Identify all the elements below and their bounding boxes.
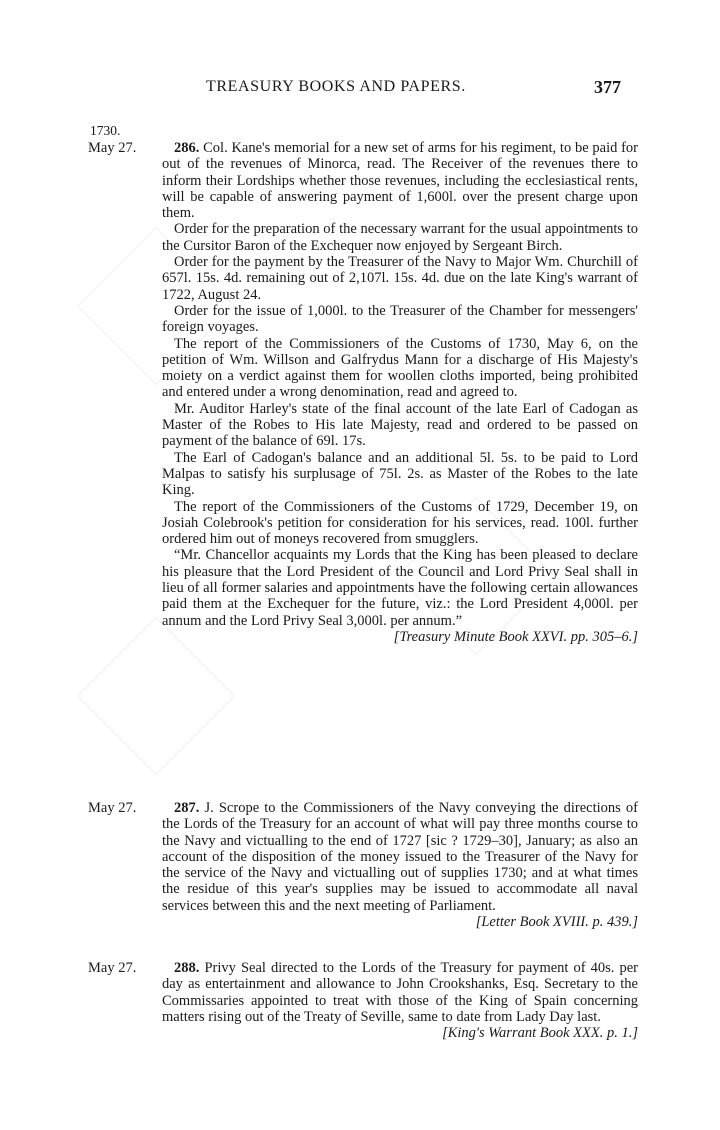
page-header [0, 78, 720, 102]
source-reference: [Letter Book XVIII. p. 439.] [475, 914, 638, 931]
paragraph: Order for the payment by the Treasurer of the Navy to Major Wm. Churchill of 657l. 15s. 4d. remaining out of 2,107l. 15s. 4d. due on the late King's warrant of 1722, August 24. [162, 254, 638, 303]
entry-body [162, 800, 638, 930]
entry-number: 288. [174, 960, 200, 976]
paragraph: Order for the issue of 1,000l. to the Treasurer of the Chamber for messengers' foreign voyages. [162, 302, 638, 336]
paragraph: The report of the Commissioners of the Customs of 1729, December 19, on Josiah Colebrook's petition for consideration for his services, read. 100l. further ordered him out of moneys recovered from smugglers. [162, 498, 638, 548]
year-marginal: 1730. [90, 123, 121, 138]
paragraph: 288. Privy Seal directed to the Lords of the Treasury for payment of 40s. per day as entertainment and allowance to John Crookshanks, Esq. Secretary to the Commissaries appointed to treat with those of the King of Spain concerning matters rising out of the Treaty of Seville, same to date from Lady Day last. [162, 960, 638, 1025]
source-reference: [Treasury Minute Book XXVI. pp. 305–6.] [393, 628, 638, 645]
page-number: 377 [594, 77, 621, 97]
paragraph: Order for the preparation of the necessary warrant for the usual appointments to the Cursitor Baron of the Exchequer now enjoyed by Sergeant Birch. [162, 221, 638, 254]
entry-body [162, 960, 638, 1041]
running-title: TREASURY BOOKS AND PAPERS. [206, 78, 466, 95]
entry-number: 287. [174, 800, 200, 816]
paragraph: “Mr. Chancellor acquaints my Lords that the King has been pleased to declare his pleasure that the Lord President of the Council and Lord Privy Seal shall in lieu of all former salaries and appointments have the following certain allowances paid them at the Exchequer for the future, viz.: the Lord President 4,000l. per annum and the Lord Privy Seal 3,000l. per annum.” [162, 547, 638, 629]
entry-date: May 27. [88, 800, 137, 816]
entry-date: May 27. [88, 960, 137, 976]
entry-number: 286. [174, 140, 200, 156]
paragraph: Mr. Auditor Harley's state of the final account of the late Earl of Cadogan as Master of the Robes to His late Majesty, read and ordered to be passed on payment of the balance of 69l. 17s. [162, 400, 638, 450]
paragraph: The Earl of Cadogan's balance and an additional 5l. 5s. to be paid to Lord Malpas to satisfy his surplusage of 75l. 2s. as Master of the Robes to the late King. [162, 449, 638, 499]
paragraph: 287. J. Scrope to the Commissioners of the Navy conveying the directions of the Lords of the Treasury for an account of what will pay three months course to the Navy and victualling to the end of 1727 [sic ? 1729–30], January; as also an account of the disposition of the money issued to the Treasurer of the Navy for the service of the Navy and victualling out of supplies 1730; and at what times the residue of this year's supplies may be issued to accommodate all naval services between this and the next meeting of Parliament. [162, 800, 638, 914]
paragraph: The report of the Commissioners of the Customs of 1730, May 6, on the petition of Wm. Willson and Galfrydus Mann for a discharge of His Majesty's moiety on a verdict against them for woollen cloths imported, being prohibited and entered under a wrong denomination, read and agreed to. [162, 335, 638, 401]
entry-body [162, 140, 638, 645]
paragraph: 286. Col. Kane's memorial for a new set of arms for his regiment, to be paid for out of the revenues of Minorca, read. The Receiver of the revenues there to inform their Lordships whether those revenues, including the ecclesiastical rents, will be capable of answering payment of 1,600l. over the present charge upon them. [162, 140, 639, 222]
source-reference: [King's Warrant Book XXX. p. 1.] [442, 1025, 638, 1042]
entry-date: May 27. [88, 140, 137, 156]
